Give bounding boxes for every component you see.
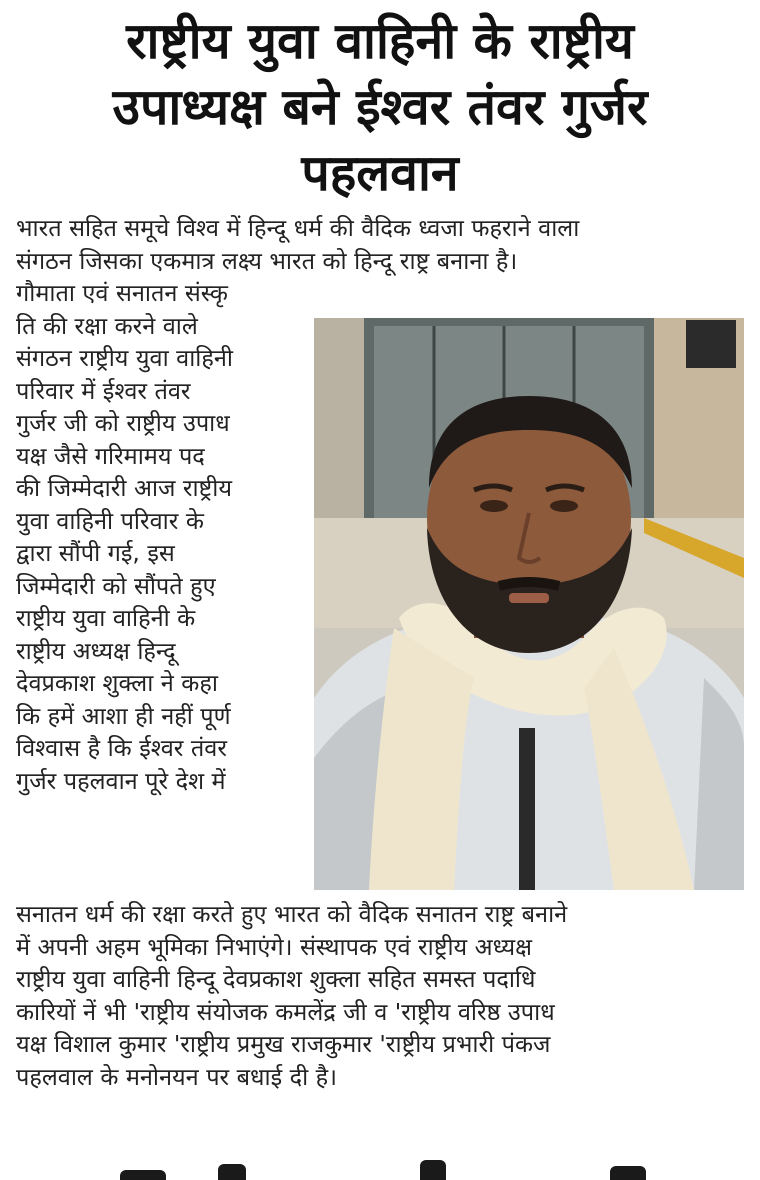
column-line: गौमाता एवं सनातन संस्कृ	[16, 279, 228, 307]
column-line: परिवार में ईश्वर तंवर	[16, 376, 191, 405]
left-column-paragraph	[16, 277, 312, 797]
column-line: गुर्जर पहलवान पूरे देश में	[16, 766, 226, 795]
next-article-headline-cropped	[0, 1150, 760, 1180]
intro-line: भारत सहित समूचे विश्व में हिन्दू धर्म की वैदिक ध्वजा फहराने वाला	[16, 214, 580, 242]
column-line: जिम्मेदारी को सौंपते हुए	[16, 571, 216, 600]
article-headline	[0, 8, 760, 206]
cropped-glyph	[218, 1164, 246, 1180]
closing-paragraph	[16, 898, 756, 1093]
column-line: की जिम्मेदारी आज राष्ट्रीय	[16, 474, 233, 502]
column-line: ति की रक्षा करने वाले	[16, 311, 198, 340]
column-line: विश्वास है कि ईश्वर तंवर	[16, 734, 227, 762]
column-line: यक्ष जैसे गरिमामय पद	[16, 441, 205, 470]
portrait-photo-illustration	[314, 318, 744, 890]
closing-line: यक्ष विशाल कुमार 'राष्ट्रीय प्रमुख राजकुमार 'राष्ट्रीय प्रभारी पंकज	[16, 1030, 551, 1058]
closing-line: में अपनी अहम भूमिका निभाएंगे। संस्थापक एवं राष्ट्रीय अध्यक्ष	[16, 932, 532, 961]
headline-line-3: पहलवान	[301, 144, 459, 202]
column-line: संगठन राष्ट्रीय युवा वाहिनी	[16, 344, 233, 372]
column-line: कि हमें आशा ही नहीं पूर्ण	[16, 701, 231, 730]
cropped-glyph	[120, 1170, 166, 1180]
column-line: राष्ट्रीय युवा वाहिनी के	[16, 604, 196, 632]
headline-line-1: राष्ट्रीय युवा वाहिनी के राष्ट्रीय	[126, 12, 634, 70]
closing-line: कारियों नें भी 'राष्ट्रीय संयोजक कमलेंद्र जी व 'राष्ट्रीय वरिष्ठ उपाध	[16, 997, 555, 1026]
column-line: राष्ट्रीय अध्यक्ष हिन्दू	[16, 636, 176, 665]
column-line: देवप्रकाश शुक्ला ने कहा	[16, 669, 218, 697]
intro-line: संगठन जिसका एकमात्र लक्ष्य भारत को हिन्दू राष्ट्र बनाना है।	[16, 246, 518, 275]
column-line: गुर्जर जी को राष्ट्रीय उपाध	[16, 409, 230, 437]
cropped-glyph	[420, 1160, 446, 1180]
cropped-glyph	[610, 1166, 646, 1180]
headline-line-2: उपाध्यक्ष बने ईश्वर तंवर गुर्जर	[112, 78, 648, 136]
closing-line: पहलवाल के मनोनयन पर बधाई दी है।	[16, 1062, 338, 1091]
closing-line: राष्ट्रीय युवा वाहिनी हिन्दू देवप्रकाश शुक्ला सहित समस्त पदाधि	[16, 965, 536, 993]
intro-paragraph	[16, 212, 756, 277]
column-line: युवा वाहिनी परिवार के	[16, 506, 204, 535]
portrait-photo	[314, 318, 744, 890]
closing-line: सनातन धर्म की रक्षा करते हुए भारत को वैदिक सनातन राष्ट्र बनाने	[16, 900, 568, 928]
column-line: द्वारा सौंपी गई, इस	[16, 539, 175, 567]
